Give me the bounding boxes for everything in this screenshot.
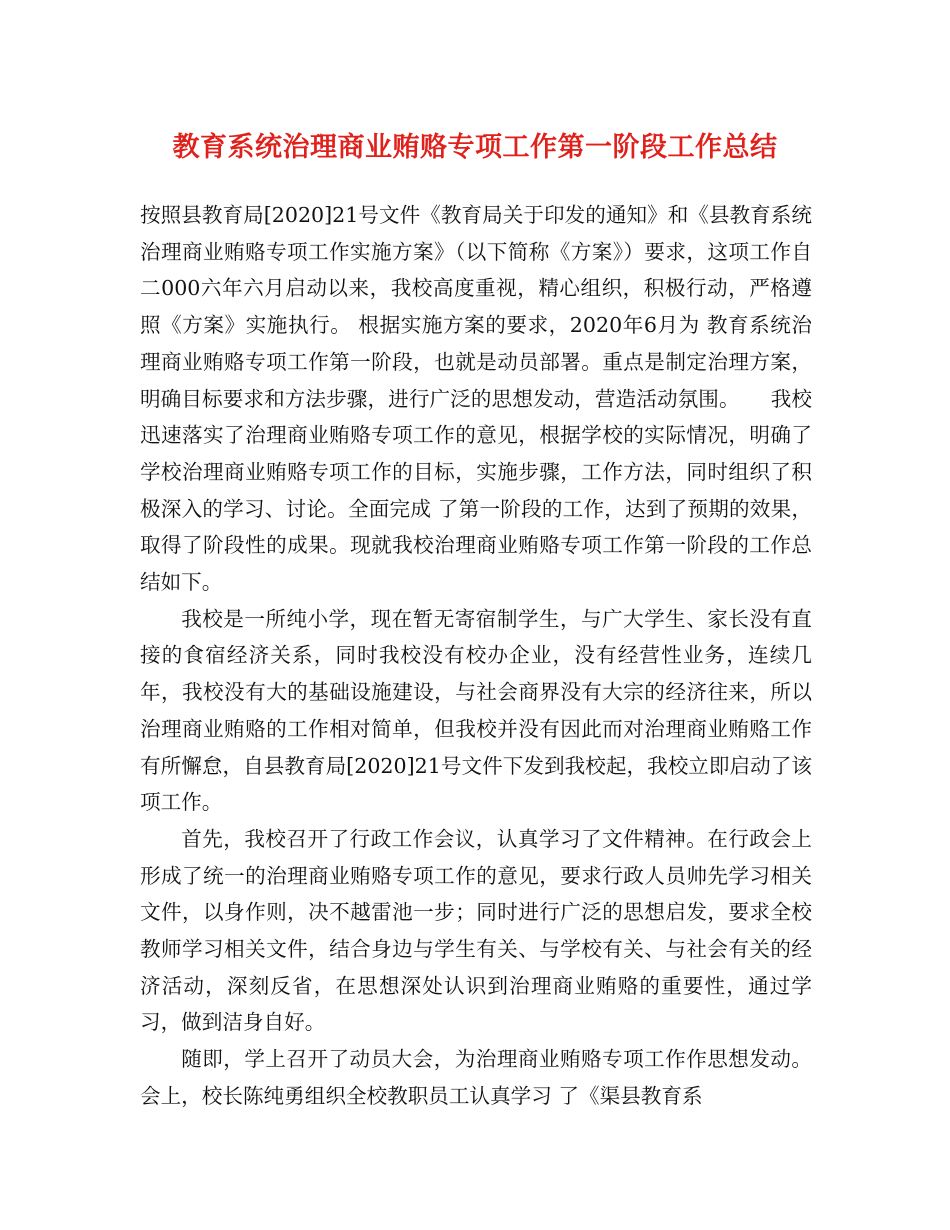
document-title: 教育系统治理商业贿赂专项工作第一阶段工作总结	[172, 132, 778, 163]
paragraph-3: 首先，我校召开了行政工作会议，认真学习了文件精神。在行政会上形成了统一的治理商业贿赂专项工作的意见，要求行政人员帅先学习相关文件，以身作则，决不越雷池一步；同时进行广泛的思想启发，要求全校教师学习相关文件，结合身边与学生有关、与学校有关、与社会有关的经济活动，深刻反省，在思想深处认识到治理商业贿赂的重要性，通过学习，做到洁身自好。	[140, 826, 812, 1035]
paragraph-1: 按照县教育局[2020]21号文件《教育局关于印发的通知》和《县教育系统治理商业贿赂专项工作实施方案》（以下简称《方案》）要求，这项工作自二000六年六月启动以来，我校高度重视，精心组织，积极行动，严格遵照《方案》实施执行。 根据实施方案的要求，2020年6月为 教育系统治理商业贿赂专项工作第一阶段，也就是动员部署。重点是制定治理方案，明确目标要求和方法步骤，进行广泛的思想发动，营造活动氛围。 我校迅速落实了治理商业贿赂专项工作的意见，根据学校的实际情况，明确了学校治理商业贿赂专项工作的目标，实施步骤，工作方法，同时组织了积极深入的学习、讨论。全面完成 了第一阶段的工作，达到了预期的效果，取得了阶段性的成果。现就我校治理商业贿赂专项工作第一阶段的工作总结如下。	[140, 203, 812, 595]
document-body	[140, 197, 812, 1115]
paragraph-2: 我校是一所纯小学，现在暂无寄宿制学生，与广大学生、家长没有直接的食宿经济关系，同时我校没有校办企业，没有经营性业务，连续几年，我校没有大的基础设施建设，与社会商界没有大宗的经济往来，所以治理商业贿赂的工作相对简单，但我校并没有因此而对治理商业贿赂工作有所懈怠，自县教育局[2020]21号文件下发到我校起，我校立即启动了该项工作。	[140, 606, 812, 815]
paragraph-4: 随即，学上召开了动员大会，为治理商业贿赂专项工作作思想发动。会上，校长陈纯勇组织全校教职员工认真学习 了《渠县教育系	[140, 1047, 812, 1108]
